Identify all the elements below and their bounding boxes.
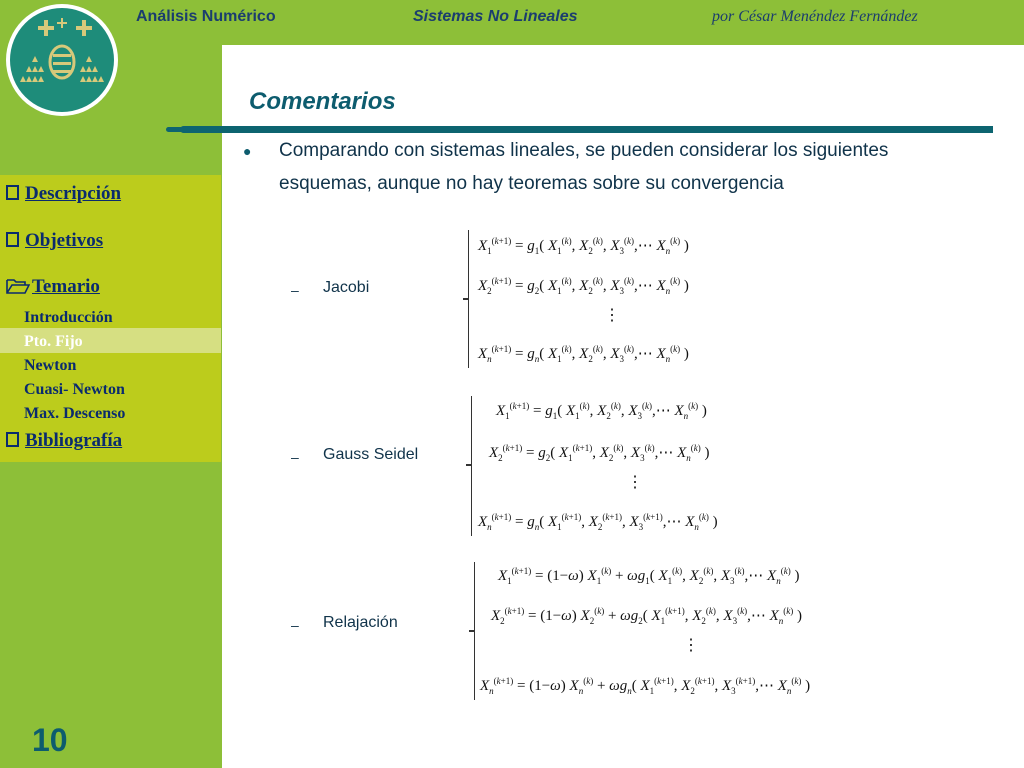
dash-icon: – bbox=[291, 282, 299, 298]
dash-icon: – bbox=[291, 617, 299, 633]
nav-sub-max-descenso[interactable]: Max. Descenso bbox=[24, 405, 126, 422]
brace-gauss-seidel bbox=[471, 396, 472, 536]
vdots: ⋮ bbox=[683, 637, 699, 654]
nav-sub-introduccion[interactable]: Introducción bbox=[24, 309, 113, 326]
method-jacobi: Jacobi bbox=[323, 279, 370, 296]
nav-item-descripcion[interactable]: Descripción bbox=[6, 183, 121, 205]
title-underline bbox=[180, 126, 993, 133]
nav-sub-pto-fijo[interactable]: Pto. Fijo bbox=[24, 333, 83, 350]
page-number: 10 bbox=[32, 722, 68, 758]
slide-title: Comentarios bbox=[249, 88, 396, 115]
equation-relax-n: $X_n^{(k+1)} = (1-\omega) X_n^{(k)} + \omega g_n$( $X_1^{(k+1)}$, $X_2^{(k+1)}$, $X_3^{(k+1)},\cdots$ $X_n^{(k)}$ ) bbox=[480, 676, 811, 696]
nav-sub-cuasi-newton[interactable]: Cuasi- Newton bbox=[24, 381, 125, 398]
nav-item-objetivos[interactable]: Objetivos bbox=[6, 230, 103, 252]
topic-title: Sistemas No Lineales bbox=[413, 8, 578, 25]
content-area bbox=[222, 110, 1024, 768]
university-crest-icon bbox=[4, 2, 120, 118]
brace-relajacion bbox=[474, 562, 475, 700]
nav-sub-newton[interactable]: Newton bbox=[24, 357, 77, 374]
nav-item-temario[interactable]: Temario bbox=[6, 276, 100, 298]
folder-open-icon bbox=[6, 278, 30, 294]
nav-item-bibliografia[interactable]: Bibliografía bbox=[6, 430, 122, 452]
method-relajacion: Relajación bbox=[323, 614, 398, 631]
equation-gauss-1: $X_1^{(k+1)} = g_1$( $X_1^{(k)}$, $X_2^{(k)}$, $X_3^{(k)},\cdots$ $X_n^{(k)}$ ) bbox=[496, 401, 707, 421]
equation-jacobi-2: $X_2^{(k+1)} = g_2$( $X_1^{(k)}$, $X_2^{(k)}$, $X_3^{(k)},\cdots$ $X_n^{(k)}$ ) bbox=[478, 276, 689, 296]
bullet-text: Comparando con sistemas lineales, se pueden considerar los siguientes esquemas, aunque no hay teoremas sobre su convergencia bbox=[279, 140, 889, 194]
brace-jacobi bbox=[468, 230, 469, 368]
equation-gauss-n: $X_n^{(k+1)} = g_n$( $X_1^{(k+1)}$, $X_2^{(k+1)}$, $X_3^{(k+1)},\cdots$ $X_n^{(k)}$ ) bbox=[478, 512, 718, 532]
vdots: ⋮ bbox=[627, 474, 643, 491]
box-icon bbox=[6, 185, 19, 200]
vdots: ⋮ bbox=[604, 307, 620, 324]
equation-jacobi-1: $X_1^{(k+1)} = g_1$( $X_1^{(k)}$, $X_2^{(k)}$, $X_3^{(k)},\cdots$ $X_n^{(k)}$ ) bbox=[478, 236, 689, 256]
dash-icon: – bbox=[291, 449, 299, 465]
method-gauss-seidel: Gauss Seidel bbox=[323, 446, 419, 463]
box-icon bbox=[6, 432, 19, 447]
equation-jacobi-n: $X_n^{(k+1)} = g_n$( $X_1^{(k)}$, $X_2^{(k)}$, $X_3^{(k)},\cdots$ $X_n^{(k)}$ ) bbox=[478, 344, 689, 364]
box-icon bbox=[6, 232, 19, 247]
equation-relax-1: $X_1^{(k+1)} = (1-\omega) X_1^{(k)} + \omega g_1$( $X_1^{(k)}$, $X_2^{(k)}$, $X_3^{(k)},\cdots$ $X_n^{(k)}$ ) bbox=[498, 566, 800, 586]
equation-gauss-2: $X_2^{(k+1)} = g_2$( $X_1^{(k+1)}$, $X_2^{(k)}$, $X_3^{(k)},\cdots$ $X_n^{(k)}$ ) bbox=[489, 443, 710, 463]
author-credit: por César Menéndez Fernández bbox=[712, 8, 918, 25]
equation-relax-2: $X_2^{(k+1)} = (1-\omega) X_2^{(k)} + \omega g_2$( $X_1^{(k+1)}$, $X_2^{(k)}$, $X_3^{(k)},\cdots$ $X_n^{(k)}$ ) bbox=[491, 606, 803, 626]
course-title: Análisis Numérico bbox=[136, 8, 276, 25]
bullet-dot-icon: ● bbox=[243, 143, 252, 159]
